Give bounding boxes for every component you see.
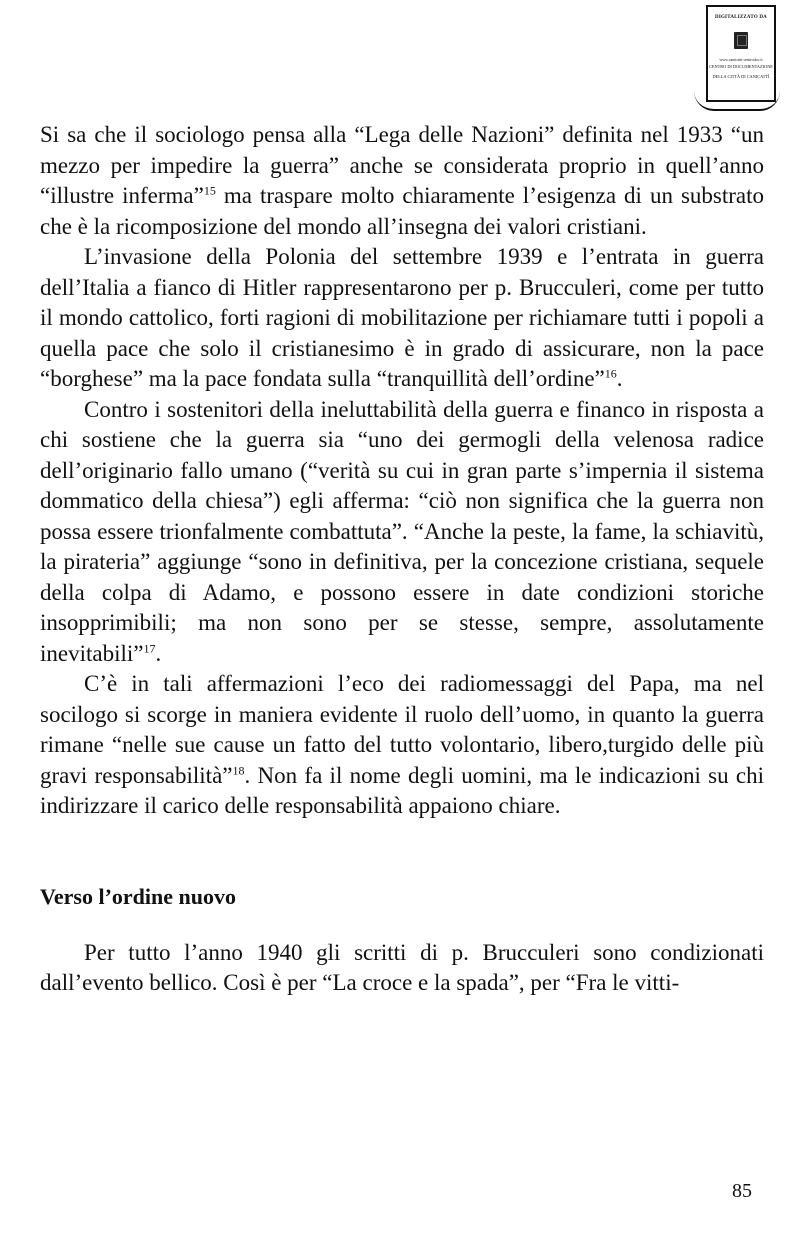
digitization-stamp: [706, 5, 776, 102]
footnote-ref-17: 17: [143, 640, 156, 655]
paragraph-4-text: C’è in tali affermazioni l’eco dei radiomessaggi del Papa, ma nel socilogo si scorge in maniera evidente il ruolo dell’uomo, in quanto la guerra rimane “nelle sue cause un fatto del tutto volontario, libero,turgido delle più gravi responsabilità”: [40, 671, 764, 788]
stamp-curl: [694, 91, 780, 111]
page-body: [40, 120, 764, 999]
stamp-header: DIGITALIZZATO DA: [715, 15, 767, 20]
stamp-line-2: DELLA CITTÀ DI CANICATTÌ: [712, 74, 770, 79]
paragraph-2: [40, 242, 764, 395]
paragraph-1-text-cont: ma traspare molto chiaramente l’esigenza di un substrato che è la ricomposizione del mondo all’insegna dei valori cristiani.: [40, 183, 765, 239]
stamp-logo-icon: [734, 32, 748, 49]
section-heading: Verso l’ordine nuovo: [40, 883, 236, 909]
footnote-ref-16: 16: [604, 366, 617, 381]
paragraph-3-text-cont: .: [155, 640, 162, 666]
paragraph-2-text: L’invasione della Polonia del settembre 1939 e l’entrata in guerra dell’Italia a fianco di Hitler rappresentarono per p. Brucculeri, come per tutto il mondo cattolico, forti ragioni di mobilitazione per richiamare tutti i popoli a quella pace che solo il cristianesimo è in grado di assicurare, non la pace “borghese” ma la pace fondata sulla “tranquillità dell’ordine”: [40, 244, 764, 391]
paragraph-3: [40, 395, 764, 670]
stamp-site: www.canicatti-centrodoc.it: [719, 57, 763, 62]
footnote-ref-18: 18: [232, 762, 245, 777]
footnote-ref-15: 15: [203, 183, 216, 198]
paragraph-5: Per tutto l’anno 1940 gli scritti di p. Brucculeri sono condizionati dall’evento bellico. Così è per “La croce e la spada”, per “Fra le vitti-: [40, 939, 764, 995]
paragraph-2-text-cont: .: [616, 366, 623, 391]
paragraph-1: [40, 120, 764, 242]
paragraph-4-text-cont: . Non fa il nome degli uomini, ma le indicazioni su chi indirizzare il carico delle responsabilità appaiono chiare.: [40, 762, 764, 818]
paragraph-1-text: Si sa che il sociologo pensa alla “Lega delle Nazioni” definita nel 1933 “un mezzo per impedire la guerra” anche se considerata proprio in quell’anno “illustre inferma”: [40, 122, 764, 208]
stamp-line-1: CENTRO DI DOCUMENTAZIONE: [709, 64, 773, 69]
paragraph-3-text: Contro i sostenitori della ineluttabilità della guerra e financo in risposta a chi sostiene che la guerra sia “uno dei germogli della velenosa radice dell’originario fallo umano (“verità su cui in gran parte s’impernia il sistema dommatico della chiesa”) egli afferma: “ciò non significa che la guerra non possa essere trionfalmente combattuta”. “Anche la peste, la fame, la schiavitù, la pirateria” aggiunge “sono in definitiva, per la concezione cristiana, sequele della colpa di Adamo, e possono essere in date condizioni storiche insopprimibili; ma non sono per se stesse, sempre, assolutamente inevitabili”: [40, 396, 764, 666]
paragraph-4: [40, 669, 764, 822]
page-number: 85: [732, 1180, 752, 1202]
